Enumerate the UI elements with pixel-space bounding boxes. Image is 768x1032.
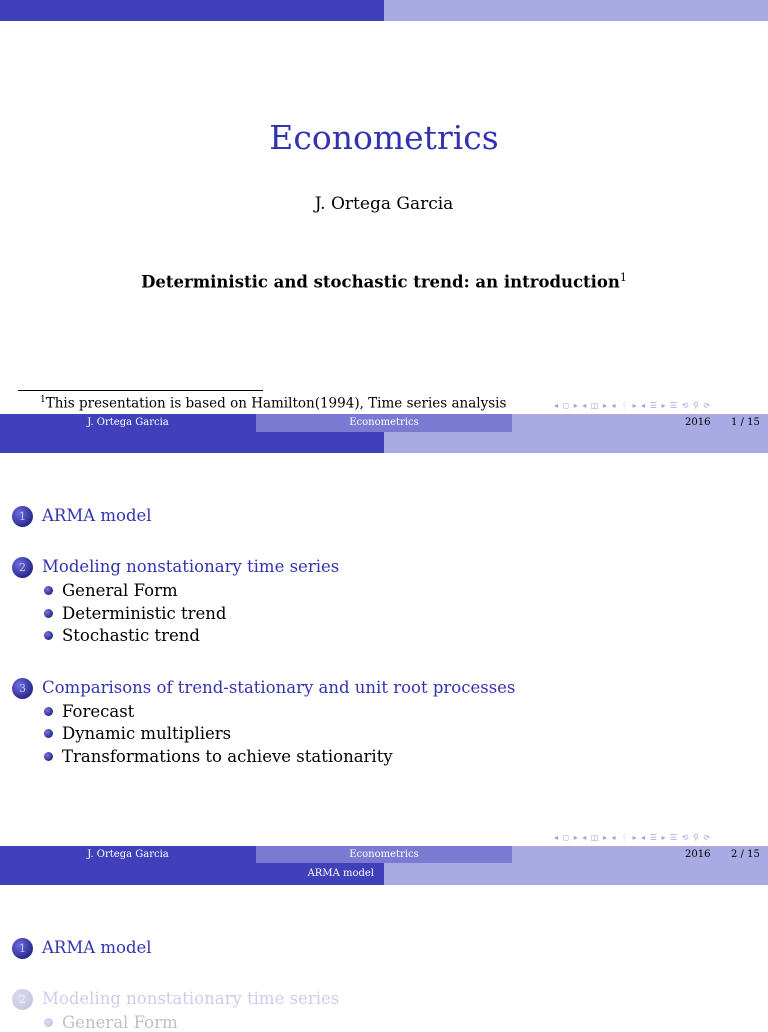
toc-subsection-label: Stochastic trend: [62, 626, 200, 645]
footnote: [40, 395, 506, 412]
toc-section-1-current[interactable]: [12, 938, 152, 959]
section-number-badge: 1: [12, 938, 33, 959]
slide1-top-bar-right: [384, 0, 768, 21]
toc-section-3[interactable]: [12, 678, 515, 699]
toc-section-label: Comparisons of trend-stationary and unit root processes: [42, 678, 516, 697]
footer-title: Econometrics: [256, 846, 512, 864]
bullet-icon: [44, 631, 53, 640]
toc-section-label: ARMA model: [42, 938, 152, 957]
toc-subsection-label: Deterministic trend: [62, 604, 227, 623]
toc-subsection-label: General Form: [62, 1013, 178, 1032]
slide2-top-bar-left: [0, 432, 384, 453]
bullet-icon: [44, 729, 53, 738]
toc-subsection[interactable]: [44, 702, 134, 721]
slide1-footer: [0, 414, 768, 432]
footer-page-number: 2 / 15: [731, 849, 760, 860]
toc-subsection-label: Forecast: [62, 702, 135, 721]
bullet-icon: [44, 707, 53, 716]
beamer-navigation-icons[interactable]: ◂ ◻ ▸ ◂ ◫ ▸ ◂ ⋮ ▸ ◂ ☰ ▸ ☰ ⟲ ⚲ ⟳: [554, 833, 712, 842]
slide2-footer: [0, 846, 768, 864]
toc-section-2-faded[interactable]: [12, 989, 339, 1010]
footer-date-page: [512, 846, 768, 864]
slide3-section-header: [0, 863, 768, 885]
slide1-top-bar-left: [0, 0, 384, 21]
footnote-rule: [18, 390, 263, 391]
toc-section-label: Modeling nonstationary time series: [42, 557, 340, 576]
toc-subsection-label: Dynamic multipliers: [62, 724, 232, 743]
toc-section-label: Modeling nonstationary time series: [42, 989, 340, 1008]
toc-subsection[interactable]: [44, 604, 226, 623]
footer-author: J. Ortega Garcia: [0, 846, 256, 864]
section-number-badge: 2: [12, 557, 33, 578]
footnote-text: This presentation is based on Hamilton(1994), Time series analysis: [45, 395, 507, 412]
subtitle-footnote-mark: 1: [619, 271, 627, 284]
bullet-icon: [44, 609, 53, 618]
toc-section-1[interactable]: [12, 506, 152, 527]
slide-subtitle: [0, 271, 768, 292]
toc-subsection[interactable]: [44, 626, 200, 645]
footer-date-page: [512, 414, 768, 432]
toc-subsection[interactable]: [44, 581, 178, 600]
toc-subsection-label: General Form: [62, 581, 178, 600]
slide-title: Econometrics: [269, 118, 499, 157]
footer-date: 2016: [685, 849, 711, 860]
section-number-badge: 1: [12, 506, 33, 527]
toc-section-label: ARMA model: [42, 506, 152, 525]
section-header-right: [384, 863, 768, 885]
toc-subsection-label: Transformations to achieve stationarity: [62, 747, 393, 766]
bullet-icon: [44, 586, 53, 595]
subtitle-text: Deterministic and stochastic trend: an introduction: [141, 272, 620, 292]
toc-subsection-faded[interactable]: [44, 1013, 178, 1032]
toc-subsection[interactable]: [44, 724, 231, 743]
footer-page-number: 1 / 15: [731, 417, 760, 428]
beamer-navigation-icons[interactable]: ◂ ◻ ▸ ◂ ◫ ▸ ◂ ⋮ ▸ ◂ ☰ ▸ ☰ ⟲ ⚲ ⟳: [554, 401, 712, 410]
section-number-badge: 3: [12, 678, 33, 699]
section-number-badge: 2: [12, 989, 33, 1010]
footer-author: J. Ortega Garcia: [0, 414, 256, 432]
section-header-text: ARMA model: [307, 868, 374, 879]
toc-subsection[interactable]: [44, 747, 393, 766]
footer-date: 2016: [685, 417, 711, 428]
bullet-icon: [44, 752, 53, 761]
footer-title: Econometrics: [256, 414, 512, 432]
bullet-icon: [44, 1018, 53, 1027]
toc-section-2[interactable]: [12, 557, 339, 578]
slide-author: J. Ortega Garcia: [314, 194, 454, 214]
footnote-mark: 1: [40, 395, 46, 405]
slide2-top-bar-right: [384, 432, 768, 453]
